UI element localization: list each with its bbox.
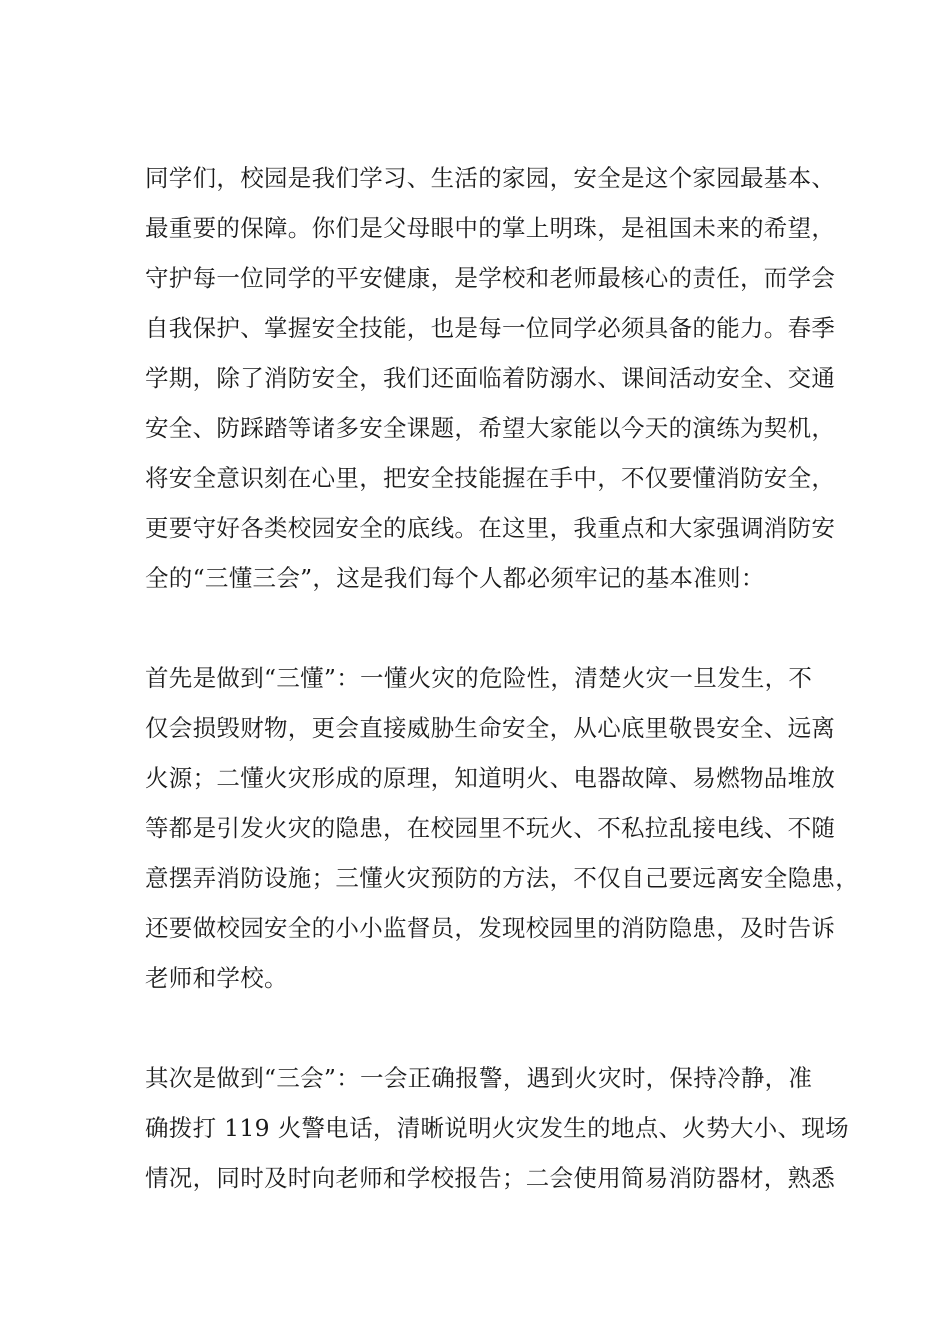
text-line: 将安全意识刻在心里，把安全技能握在手中，不仅要懂消防安全， bbox=[145, 464, 836, 492]
paragraph-spacer bbox=[145, 1003, 825, 1053]
text-line: 全的“三懂三会”，这是我们每个人都必须牢记的基本准则： bbox=[145, 564, 765, 592]
text-line: 老师和学校。 bbox=[145, 964, 288, 992]
text-line: 更要守好各类校园安全的底线。在这里，我重点和大家强调消防安 bbox=[145, 514, 836, 542]
text-line: 意摆弄消防设施；三懂火灾预防的方法，不仅自己要远离安全隐患， bbox=[145, 864, 859, 892]
text-line: 自我保护、掌握安全技能，也是每一位同学必须具备的能力。春季 bbox=[145, 314, 836, 342]
text-line: 情况，同时及时向老师和学校报告；二会使用简易消防器材，熟悉 bbox=[145, 1164, 836, 1192]
paragraph-spacer bbox=[145, 603, 825, 653]
paragraph-campus-safety bbox=[145, 153, 836, 603]
text-line: 确拨打 119 火警电话，清晰说明火灾发生的地点、火势大小、现场 bbox=[145, 1114, 849, 1142]
text-line: 其次是做到“三会”：一会正确报警，遇到火灾时，保持冷静，准 bbox=[145, 1064, 813, 1092]
text-line: 等都是引发火灾的隐患，在校园里不玩火、不私拉乱接电线、不随 bbox=[145, 814, 836, 842]
text-line: 学期，除了消防安全，我们还面临着防溺水、课间活动安全、交通 bbox=[145, 364, 836, 392]
text-line: 守护每一位同学的平安健康，是学校和老师最核心的责任，而学会 bbox=[145, 264, 836, 292]
text-line: 安全、防踩踏等诸多安全课题，希望大家能以今天的演练为契机， bbox=[145, 414, 836, 442]
paragraph-three-understandings bbox=[145, 653, 859, 1003]
document-body bbox=[145, 153, 859, 1203]
text-line: 同学们，校园是我们学习、生活的家园，安全是这个家园最基本、 bbox=[145, 164, 836, 192]
text-line: 仅会损毁财物，更会直接威胁生命安全，从心底里敬畏安全、远离 bbox=[145, 714, 836, 742]
text-line: 最重要的保障。你们是父母眼中的掌上明珠，是祖国未来的希望， bbox=[145, 214, 836, 242]
paragraph-three-abilities bbox=[145, 1053, 849, 1203]
text-line: 还要做校园安全的小小监督员，发现校园里的消防隐患，及时告诉 bbox=[145, 914, 836, 942]
text-line: 火源；二懂火灾形成的原理，知道明火、电器故障、易燃物品堆放 bbox=[145, 764, 836, 792]
text-line: 首先是做到“三懂”：一懂火灾的危险性，清楚火灾一旦发生，不 bbox=[145, 664, 813, 692]
